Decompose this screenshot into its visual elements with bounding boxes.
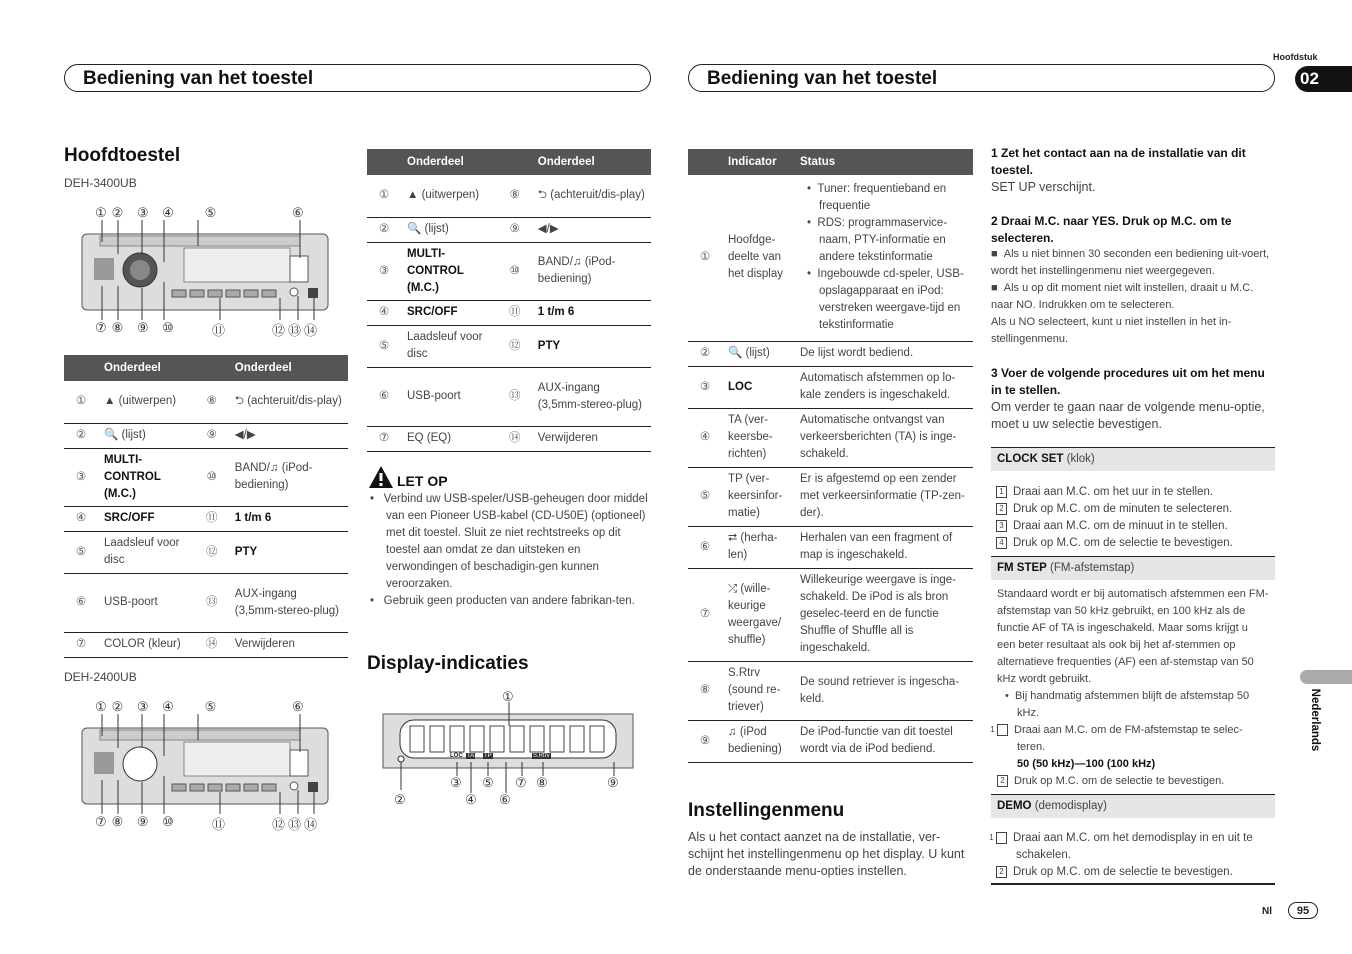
row-num: ② <box>367 217 401 242</box>
row-num: ⑨ <box>498 217 532 242</box>
row-part: EQ (EQ) <box>401 426 498 451</box>
row-num: ② <box>64 423 98 448</box>
row-num: ① <box>688 175 722 341</box>
radio2-callouts-top: ①② ③ ④ ⑤ <box>95 699 222 714</box>
num-box: 1 <box>996 486 1007 498</box>
row-part: USB-poort <box>401 367 498 426</box>
indicator-cell: Hoofdge-deelte van het display <box>722 175 794 341</box>
status-bullet-text: Tuner: frequentieband en frequentie <box>817 183 947 213</box>
row-part: ◀/▶ <box>532 217 651 242</box>
chapter-number-tab: 02 <box>1295 66 1352 92</box>
disp-callout-9: ⑨ <box>607 775 619 790</box>
disp-loc: LOC <box>450 753 463 759</box>
row-part: ⮌ (achteruit/dis-play) <box>532 175 651 217</box>
disp-srtrv: S.Rtrv <box>533 753 550 759</box>
caution-title: LET OP <box>397 473 448 489</box>
step-3-title: 3 Voer de volgende procedures uit om het menu in te stellen. <box>991 366 1265 397</box>
step-2-after: Als u NO selecteert, kunt u niet instellen in het in-stellingenmenu. <box>991 316 1232 345</box>
col-head-2b: Onderdeel <box>532 149 651 175</box>
disp-ta: TA <box>467 753 475 759</box>
section-heading-hoofdtoestel: Hoofdtoestel <box>64 145 181 166</box>
row-num: ① <box>64 381 98 423</box>
row-part: Laadsleuf voor disc <box>401 325 498 367</box>
row-num: ⑬ <box>498 367 532 426</box>
fm-step-title: FM STEP <box>997 562 1047 574</box>
row-num: ⑫ <box>498 325 532 367</box>
row-num: ⑨ <box>688 720 722 762</box>
row-num: ⑤ <box>688 467 722 526</box>
indicator-table <box>688 149 973 763</box>
disp-callout-8: ⑧ <box>536 775 548 790</box>
demo-box <box>991 794 1275 818</box>
row-num: ⑩ <box>498 242 532 300</box>
step-text: Draai aan M.C. om de FM-afstemstap te selec-teren. <box>1014 724 1243 753</box>
num-box: 4 <box>996 537 1007 549</box>
radio1-callout-6: ⑥ <box>292 205 304 220</box>
status-cell: De sound retriever is ingescha-keld. <box>794 661 973 720</box>
row-num: ③ <box>367 242 401 300</box>
row-num: ⑦ <box>367 426 401 451</box>
row-num: ⑪ <box>195 506 229 531</box>
radio2-callout-11: ⑪ <box>212 817 226 832</box>
radio2-callouts-bottom: ⑦⑧ ⑨ ⑩ <box>95 814 179 829</box>
row-num: ⑧ <box>688 661 722 720</box>
section-heading-display: Display-indicaties <box>367 653 529 674</box>
row-part: 🔍 (lijst) <box>98 423 195 448</box>
row-num: ③ <box>688 366 722 408</box>
row-part: Verwijderen <box>229 632 348 657</box>
step-text: Druk op M.C. om de selectie te bevestigen. <box>1014 775 1225 787</box>
row-part: Laadsleuf voor disc <box>98 531 195 573</box>
radio1-callout-12-14: ⑫⑬⑭ <box>272 323 321 338</box>
row-num: ⑥ <box>688 526 722 568</box>
section-heading-menu: Instellingenmenu <box>688 800 845 821</box>
clock-step <box>996 501 1276 518</box>
row-num: ⑦ <box>688 568 722 661</box>
left-header-bar <box>64 64 651 92</box>
indicator-cell: 🔍 (lijst) <box>722 341 794 366</box>
model-label-2: DEH-2400UB <box>64 670 137 684</box>
demo-sub: (demodisplay) <box>1034 800 1107 812</box>
col-head-1b: Onderdeel <box>229 355 348 381</box>
num-box: 1 <box>996 832 1007 844</box>
status-bullet: • Ingebouwde cd-speler, USB-opslagapparaat en iPod: verstreken weergave-tijd en tekstinformatie <box>807 268 964 332</box>
num-box: 2 <box>997 775 1008 787</box>
row-part: SRC/OFF <box>98 506 195 531</box>
fm-step-body: Standaard wordt er bij automatisch afstemmen een FM-afstemstap van 50 kHz gebruikt, en 100 kHz als de functie AF of TA is ingeschakeld. Maar soms krijgt u een beter resultaat als ook bij het af-stemmen op alternatieve frequenties (AF) een af-stemstap van 50 kHz wordt gebruikt. <box>997 588 1269 685</box>
row-num: ④ <box>64 506 98 531</box>
step-1-title: 1 Zet het contact aan na de installatie van dit toestel. <box>991 146 1246 177</box>
fm-step-sub: (FM-afstemstap) <box>1050 562 1135 574</box>
row-part: MULTI-CONTROL (M.C.) <box>98 448 195 506</box>
disp-callout-5: ⑤ <box>482 775 494 790</box>
caution-item-text: Verbind uw USB-speler/USB-geheugen door middel van een Pioneer USB-kabel (CD-U50E) (optioneel) met dit toestel. Sluit ze niet rechtstreeks op dit toestel aan omdat ze dan uitsteken en verwondingen of beschadigin-gen kunnen veroorzaken. <box>383 493 648 590</box>
row-num: ⑧ <box>498 175 532 217</box>
status-cell: Willekeurige weergave is inge-schakeld. De iPod is als bron geselec-teerd en de functie Shuffle of Shuffle all is ingeschakeld. <box>794 568 973 661</box>
status-cell: De lijst wordt bediend. <box>794 341 973 366</box>
demo-bottom-rule <box>991 883 1275 885</box>
right-header-bar <box>688 64 1275 92</box>
indicator-cell: ⤮ (wille-keurige weergave/ shuffle) <box>722 568 794 661</box>
clock-set-title: CLOCK SET <box>997 453 1064 465</box>
right-header-title: Bediening van het toestel <box>707 68 938 89</box>
radio1-callouts-bottom: ⑦⑧ ⑨ ⑩ <box>95 320 179 335</box>
disp-callout-7: ⑦ <box>515 775 527 790</box>
menu-intro-text: Als u het contact aanzet na de installatie, ver-schijnt het instellingenmenu op het display. U kunt de onderstaande menu-opties instellen. <box>688 830 965 878</box>
step-text: Draai aan M.C. om het uur in te stellen. <box>1013 486 1214 498</box>
indicator-cell: ⮂ (herha-len) <box>722 526 794 568</box>
row-part: MULTI-CONTROL (M.C.) <box>401 242 498 300</box>
row-part: PTY <box>532 325 651 367</box>
row-num: ⑥ <box>64 573 98 632</box>
status-cell: De iPod-functie van dit toestel wordt via de iPod bediend. <box>794 720 973 762</box>
status-cell: Automatische ontvangst van verkeersberichten (TA) is inge-schakeld. <box>794 408 973 467</box>
left-header-title: Bediening van het toestel <box>83 68 314 89</box>
step-2-notes <box>991 246 1275 348</box>
row-num: ⑫ <box>195 531 229 573</box>
status-bullet-text: Ingebouwde cd-speler, USB-opslagapparaat en iPod: verstreken weergave-tijd en tekstinformatie <box>817 268 964 332</box>
clock-step <box>996 518 1276 535</box>
row-part: ▲ (uitwerpen) <box>401 175 498 217</box>
row-num: ③ <box>64 448 98 506</box>
fm-step-item <box>997 773 1269 790</box>
row-part: 1 t/m 6 <box>532 300 651 325</box>
step-1-body: SET UP verschijnt. <box>991 180 1096 194</box>
status-bullet: • Tuner: frequentieband en frequentie <box>807 183 947 213</box>
fm-step-box <box>991 556 1275 580</box>
row-num: ⑨ <box>195 423 229 448</box>
col-head-indicator: Indicator <box>722 149 794 175</box>
step-2-note: ■ Als u op dit moment niet wilt instellen, draait u M.C. naar NO. Indrukken om te selecteren. <box>991 282 1254 311</box>
step-text: Druk op M.C. om de selectie te bevestigen. <box>1013 537 1233 549</box>
row-part: BAND/♫ (iPod-bediening) <box>229 448 348 506</box>
note-text: Als u niet binnen 30 seconden een bediening uit-voert, wordt het instellingenmenu niet weergegeven. <box>991 248 1270 277</box>
num-box: 3 <box>996 520 1007 532</box>
status-bullet-text: RDS: programmaservice-naam, PTY-informatie en andere tekstinformatie <box>817 217 948 264</box>
step-2-note: ■ Als u niet binnen 30 seconden een bediening uit-voert, wordt het instellingenmenu niet weergegeven. <box>991 248 1270 277</box>
step-text: Druk op M.C. om de selectie te bevestigen. <box>1013 866 1233 878</box>
row-num: ⑩ <box>195 448 229 506</box>
clock-set-steps <box>996 484 1276 552</box>
status-cell: Er is afgestemd op een zender met verkeersinformatie (TP-zen-der). <box>794 467 973 526</box>
caution-item-text: Gebruik geen producten van andere fabrikan-ten. <box>383 595 635 607</box>
row-part: 🔍 (lijst) <box>401 217 498 242</box>
row-part: COLOR (kleur) <box>98 632 195 657</box>
demo-step <box>989 830 1276 864</box>
step-text: Draai aan M.C. om het demodisplay in en uit te schakelen. <box>1013 832 1253 861</box>
row-num: ⑭ <box>195 632 229 657</box>
row-num: ② <box>688 341 722 366</box>
indicator-cell: S.Rtrv (sound re-triever) <box>722 661 794 720</box>
row-num: ⑦ <box>64 632 98 657</box>
step-text: Druk op M.C. om de minuten te selecteren. <box>1013 503 1233 515</box>
row-num: ⑧ <box>195 381 229 423</box>
row-part: 1 t/m 6 <box>229 506 348 531</box>
disp-callout-3: ③ <box>450 775 462 790</box>
row-part: ◀/▶ <box>229 423 348 448</box>
row-part: SRC/OFF <box>401 300 498 325</box>
row-part: ▲ (uitwerpen) <box>98 381 195 423</box>
disp-callout-1: ① <box>502 689 514 704</box>
demo-title: DEMO <box>997 800 1032 812</box>
lang-tab-bar <box>1300 670 1352 684</box>
demo-steps <box>989 830 1276 881</box>
radio2-callout-6: ⑥ <box>292 699 304 714</box>
step-text: Draai aan M.C. om de minuut in te stellen. <box>1013 520 1228 532</box>
row-part: AUX-ingang (3,5mm-stereo-plug) <box>229 573 348 632</box>
clock-step <box>996 535 1276 552</box>
status-bullet: • RDS: programmaservice-naam, PTY-informatie en andere tekstinformatie <box>807 217 948 264</box>
row-part: AUX-ingang (3,5mm-stereo-plug) <box>532 367 651 426</box>
clock-set-sub: (klok) <box>1066 453 1095 465</box>
row-part: USB-poort <box>98 573 195 632</box>
step-2-title: 2 Draai M.C. naar YES. Druk op M.C. om te selecteren. <box>991 214 1232 245</box>
demo-step <box>996 864 1276 881</box>
disp-callout-2: ② <box>394 792 406 807</box>
fm-bullet: • Bij handmatig afstemmen blijft de afstemstap 50 kHz. <box>1005 690 1250 719</box>
fm-step-details <box>990 688 1269 790</box>
num-box: 2 <box>996 866 1007 878</box>
row-num: ⑥ <box>367 367 401 426</box>
parts-table-2 <box>367 149 651 452</box>
disp-tp: TP <box>484 753 492 759</box>
caution-list <box>370 491 650 610</box>
fm-step-item <box>990 722 1269 756</box>
model-label-1: DEH-3400UB <box>64 176 137 190</box>
radio1-callout-11: ⑪ <box>212 323 226 338</box>
num-box: 1 <box>997 724 1008 736</box>
note-text: Als u op dit moment niet wilt instellen, draait u M.C. naar NO. Indrukken om te selecteren. <box>991 282 1254 311</box>
parts-table-1 <box>64 355 348 658</box>
clock-step <box>996 484 1276 501</box>
row-part: PTY <box>229 531 348 573</box>
row-num: ⑬ <box>195 573 229 632</box>
language-tab: Nederlands <box>1309 688 1321 752</box>
row-part: Verwijderen <box>532 426 651 451</box>
radio2-callout-12-14: ⑫⑬⑭ <box>272 817 321 832</box>
caution-item-1: • Verbind uw USB-speler/USB-geheugen door middel van een Pioneer USB-kabel (CD-U50E) (optioneel) met dit toestel. Sluit ze niet rechtstreeks op dit toestel aan omdat ze dan uitsteken en verwondingen of beschadigin-gen kunnen veroorzaken. <box>370 493 648 590</box>
row-num: ⑤ <box>367 325 401 367</box>
radio1-callouts-top: ①② ③ ④ ⑤ <box>95 205 222 220</box>
indicator-cell: TA (ver-keersbe-richten) <box>722 408 794 467</box>
clock-set-box <box>991 447 1275 471</box>
disp-callout-6: ⑥ <box>499 792 511 807</box>
row-num: ⑭ <box>498 426 532 451</box>
row-part: BAND/♫ (iPod-bediening) <box>532 242 651 300</box>
fm-bullet-text: Bij handmatig afstemmen blijft de afstemstap 50 kHz. <box>1014 690 1250 719</box>
row-num: ④ <box>367 300 401 325</box>
disp-callout-4: ④ <box>465 792 477 807</box>
status-cell: Herhalen van een fragment of map is ingeschakeld. <box>794 526 973 568</box>
indicator-cell: LOC <box>722 366 794 408</box>
row-num: ① <box>367 175 401 217</box>
status-cell: Automatisch afstemmen op lo-kale zenders is ingeschakeld. <box>794 366 973 408</box>
page-number: 95 <box>1288 902 1318 919</box>
caution-item-2: • Gebruik geen producten van andere fabrikan-ten. <box>370 595 635 607</box>
status-cell <box>794 175 973 341</box>
row-num: ⑤ <box>64 531 98 573</box>
chapter-label: Hoofdstuk <box>1273 52 1318 62</box>
col-head-1a: Onderdeel <box>98 355 195 381</box>
num-box: 2 <box>996 503 1007 515</box>
step-3-body: Om verder te gaan naar de volgende menu-optie, moet u uw selectie bevestigen. <box>991 400 1265 431</box>
row-num: ④ <box>688 408 722 467</box>
caution-icon <box>368 465 394 494</box>
row-part: ⮌ (achteruit/dis-play) <box>229 381 348 423</box>
indicator-cell: ♫ (iPod bediening) <box>722 720 794 762</box>
fm-step-option: 50 (50 kHz)—100 (100 kHz) <box>1017 758 1156 770</box>
page-lang: Nl <box>1262 906 1272 917</box>
col-head-2a: Onderdeel <box>401 149 498 175</box>
row-num: ⑪ <box>498 300 532 325</box>
indicator-cell: TP (ver-keersinfor-matie) <box>722 467 794 526</box>
col-head-status: Status <box>794 149 973 175</box>
